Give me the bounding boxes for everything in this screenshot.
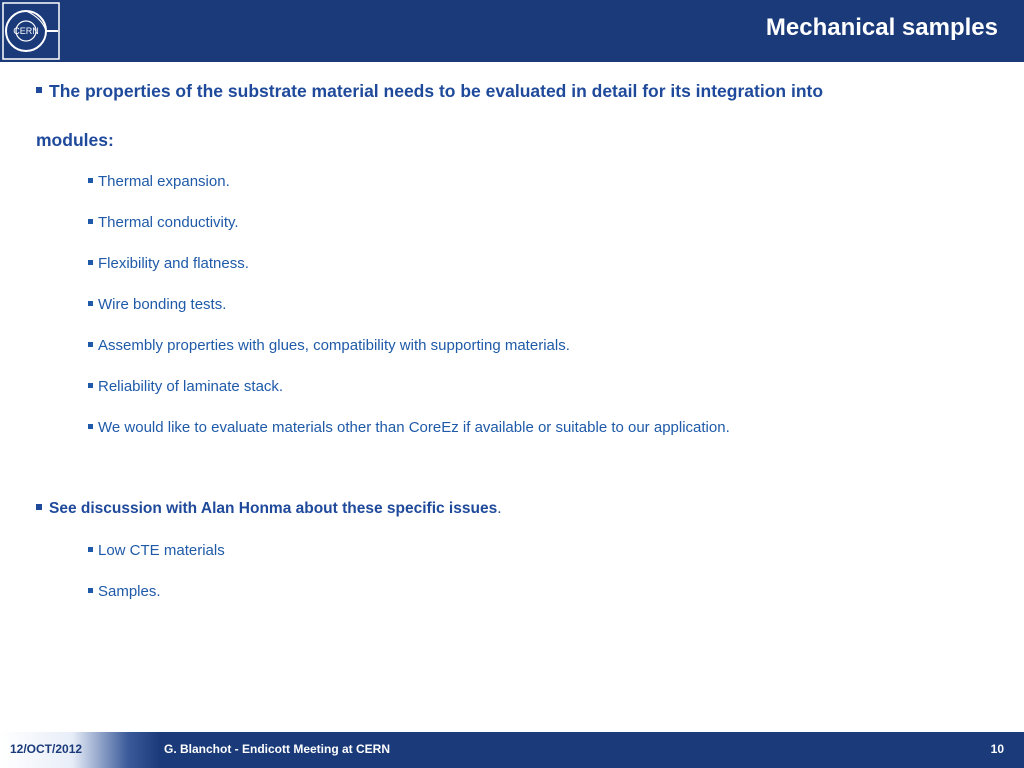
square-bullet-icon [36, 504, 42, 510]
slide-footer [0, 732, 1024, 768]
page-number: 10 [990, 742, 1004, 756]
sub-bullet [88, 296, 226, 313]
square-bullet-icon [88, 547, 93, 552]
square-bullet-icon [88, 219, 93, 224]
slide-header [0, 0, 1024, 62]
sub-bullet [88, 255, 249, 272]
cern-logo [0, 0, 62, 62]
logo-text: CERN [13, 26, 39, 36]
sub-bullet-text: Flexibility and flatness. [98, 255, 249, 272]
sub-bullet-text: Thermal conductivity. [98, 214, 239, 231]
sub-bullet [88, 337, 570, 354]
sub-bullet-text: Assembly properties with glues, compatibility with supporting materials. [98, 337, 570, 354]
sub-bullet-text: Thermal expansion. [98, 173, 230, 190]
sub-bullet-text: We would like to evaluate materials other than CoreEz if available or suitable to our application. [98, 419, 730, 436]
sub-bullet [88, 542, 225, 559]
bullet-level1-item1 [36, 67, 823, 115]
slide-title: Mechanical samples [765, 14, 998, 41]
sub-bullet [88, 419, 730, 436]
sub-bullet-text: Samples. [98, 583, 161, 600]
square-bullet-icon [88, 383, 93, 388]
sub-bullet-text: Wire bonding tests. [98, 296, 227, 313]
square-bullet-icon [88, 588, 93, 593]
square-bullet-icon [88, 342, 93, 347]
square-bullet-icon [88, 178, 93, 183]
square-bullet-icon [88, 424, 93, 429]
slide-body [0, 62, 1024, 732]
sub-bullet [88, 214, 239, 231]
sub-bullet-text: Reliability of laminate stack. [98, 378, 284, 395]
footer-date: 12/OCT/2012 [10, 742, 83, 756]
square-bullet-icon [36, 87, 42, 93]
square-bullet-icon [88, 260, 93, 265]
sub-bullet [88, 173, 230, 190]
sub-bullet [88, 378, 283, 395]
bullet-level1-item2 [36, 485, 502, 533]
sub-bullet-text: Low CTE materials [98, 542, 225, 559]
bullet-text: The properties of the substrate material needs to be evaluated in detail for its integration into [49, 81, 824, 101]
bullet-text: See discussion with Alan Honma about these specific issues [49, 500, 498, 517]
square-bullet-icon [88, 301, 93, 306]
sub-bullet [88, 583, 161, 600]
bullet-level1-item1-cont: modules: [36, 130, 114, 150]
footer-presenter: G. Blanchot - Endicott Meeting at CERN [164, 742, 391, 756]
cern-logo-icon [2, 2, 60, 60]
bullet-suffix: . [497, 500, 502, 517]
